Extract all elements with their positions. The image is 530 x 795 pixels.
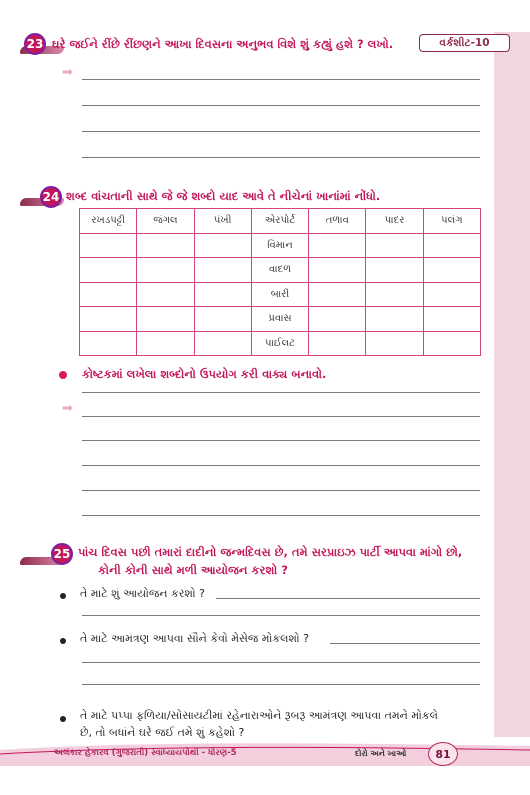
table-row bbox=[80, 307, 481, 332]
table-cell[interactable] bbox=[194, 233, 251, 258]
table-cell[interactable] bbox=[80, 233, 137, 258]
table-header-cell: જંગલ bbox=[137, 209, 194, 234]
table-header-cell: એરપોર્ટ bbox=[251, 209, 308, 234]
bullet-icon bbox=[59, 371, 67, 379]
table-cell[interactable] bbox=[423, 282, 480, 307]
q24-writing-line-6[interactable] bbox=[82, 515, 480, 516]
q25-bullet-3: તે માટે પપ્પા ફળિયા/સોસાયટીમાં રહેનારાઓને રૂબરૂ આમંત્રણ આપવા તમને મોકલે bbox=[80, 709, 438, 722]
table-header-cell: પલંગ bbox=[423, 209, 480, 234]
arrow-icon: ➡ bbox=[62, 401, 73, 416]
table-cell[interactable] bbox=[309, 233, 366, 258]
q24-writing-line-2[interactable] bbox=[82, 416, 480, 417]
q25-question-line-1: પાંચ દિવસ પછી તમારાં દાદીનો જન્મદિવસ છે, તમે સરપ્રાઇઝ પાર્ટી આપવા માંગો છો, bbox=[78, 545, 463, 559]
q24-writing-line-1[interactable] bbox=[82, 392, 480, 393]
table-cell[interactable] bbox=[423, 258, 480, 283]
table-cell[interactable] bbox=[137, 331, 194, 356]
table-cell[interactable] bbox=[80, 282, 137, 307]
q24-writing-line-5[interactable] bbox=[82, 490, 480, 491]
table-cell[interactable] bbox=[309, 258, 366, 283]
q24-instruction: કોષ્ટકમાં લખેલા શબ્દોનો ઉપયોગ કરી વાક્ય બનાવો. bbox=[82, 367, 327, 381]
q25-answer-line-2a[interactable] bbox=[330, 643, 480, 644]
footer-book-title: અલંકાર હેકારવ (ગુજરાતી) સ્વાધ્યાયપોથી - ધોરણ-5 bbox=[54, 748, 237, 758]
table-cell[interactable] bbox=[137, 307, 194, 332]
table-word-cell: બારી bbox=[251, 282, 308, 307]
q25-answer-line-1a[interactable] bbox=[216, 598, 480, 599]
table-cell[interactable] bbox=[366, 258, 423, 283]
table-cell[interactable] bbox=[137, 282, 194, 307]
q25-bullet-3-cont: છે, તો બધાંને ઘરે જઈ તમે શું કહેશો ? bbox=[80, 726, 245, 739]
page-number: 81 bbox=[428, 742, 458, 766]
table-cell[interactable] bbox=[366, 233, 423, 258]
table-header-cell: પાદર bbox=[366, 209, 423, 234]
table-cell[interactable] bbox=[80, 307, 137, 332]
table-cell[interactable] bbox=[80, 331, 137, 356]
table-row bbox=[80, 233, 481, 258]
table-word-cell: વાદળ bbox=[251, 258, 308, 283]
table-header-cell: તળાવ bbox=[309, 209, 366, 234]
table-cell[interactable] bbox=[423, 233, 480, 258]
table-word-cell: વિમાન bbox=[251, 233, 308, 258]
q24-number: 24 bbox=[40, 186, 62, 208]
table-cell[interactable] bbox=[80, 258, 137, 283]
table-cell[interactable] bbox=[194, 258, 251, 283]
q25-question-line-2: કોની કોની સાથે મળી આયોજન કરશો ? bbox=[98, 563, 288, 577]
table-row bbox=[80, 258, 481, 283]
q25-bullet-1: તે માટે શું આયોજન કરશો ? bbox=[80, 587, 205, 600]
table-cell[interactable] bbox=[137, 258, 194, 283]
table-cell[interactable] bbox=[366, 282, 423, 307]
q24-question: શબ્દ વાંચતાની સાથે જે જે શબ્દો યાદ આવે તે નીચેનાં ખાનાંમાં નોંધો. bbox=[66, 189, 381, 203]
arrow-icon: ➡ bbox=[62, 65, 73, 80]
table-cell[interactable] bbox=[194, 331, 251, 356]
word-association-table bbox=[79, 208, 481, 356]
table-cell[interactable] bbox=[137, 233, 194, 258]
q24-writing-line-3[interactable] bbox=[82, 440, 480, 441]
table-cell[interactable] bbox=[423, 331, 480, 356]
page-side-tab bbox=[494, 32, 530, 737]
q23-number: 23 bbox=[24, 33, 46, 55]
q23-writing-line-2[interactable] bbox=[82, 105, 480, 106]
table-cell[interactable] bbox=[194, 307, 251, 332]
q23-question: ઘરે જઈને રીંછે રીંછણને આખા દિવસના અનુભવ વિશે શું કહ્યું હશે ? લખો. bbox=[52, 37, 394, 51]
table-word-cell: પાઈલટ bbox=[251, 331, 308, 356]
footer-subtitle: દોરો અને ખાઓ bbox=[355, 749, 407, 758]
bullet-icon bbox=[60, 716, 66, 722]
q25-number: 25 bbox=[51, 543, 73, 565]
table-cell[interactable] bbox=[309, 307, 366, 332]
bullet-icon bbox=[60, 638, 66, 644]
q24-writing-line-4[interactable] bbox=[82, 465, 480, 466]
table-cell[interactable] bbox=[194, 282, 251, 307]
table-cell[interactable] bbox=[423, 307, 480, 332]
q25-answer-line-2c[interactable] bbox=[82, 684, 480, 685]
table-cell[interactable] bbox=[309, 331, 366, 356]
table-row bbox=[80, 282, 481, 307]
table-word-cell: પ્રવાસ bbox=[251, 307, 308, 332]
table-cell[interactable] bbox=[366, 331, 423, 356]
table-cell[interactable] bbox=[366, 307, 423, 332]
q23-writing-line-1[interactable] bbox=[82, 79, 480, 80]
q23-writing-line-4[interactable] bbox=[82, 157, 480, 158]
q25-bullet-2: તે માટે આમંત્રણ આપવા સૌને કેવો મેસેજ મોકલશો ? bbox=[80, 632, 309, 645]
q25-answer-line-2b[interactable] bbox=[82, 662, 480, 663]
bullet-icon bbox=[60, 593, 66, 599]
q23-writing-line-3[interactable] bbox=[82, 131, 480, 132]
table-row bbox=[80, 331, 481, 356]
table-header-row bbox=[80, 209, 481, 234]
worksheet-badge: વર્કશીટ-10 bbox=[419, 34, 510, 52]
table-header-cell: રખડપટ્ટી bbox=[80, 209, 137, 234]
q25-answer-line-1b[interactable] bbox=[82, 615, 480, 616]
table-cell[interactable] bbox=[309, 282, 366, 307]
table-header-cell: પંખી bbox=[194, 209, 251, 234]
